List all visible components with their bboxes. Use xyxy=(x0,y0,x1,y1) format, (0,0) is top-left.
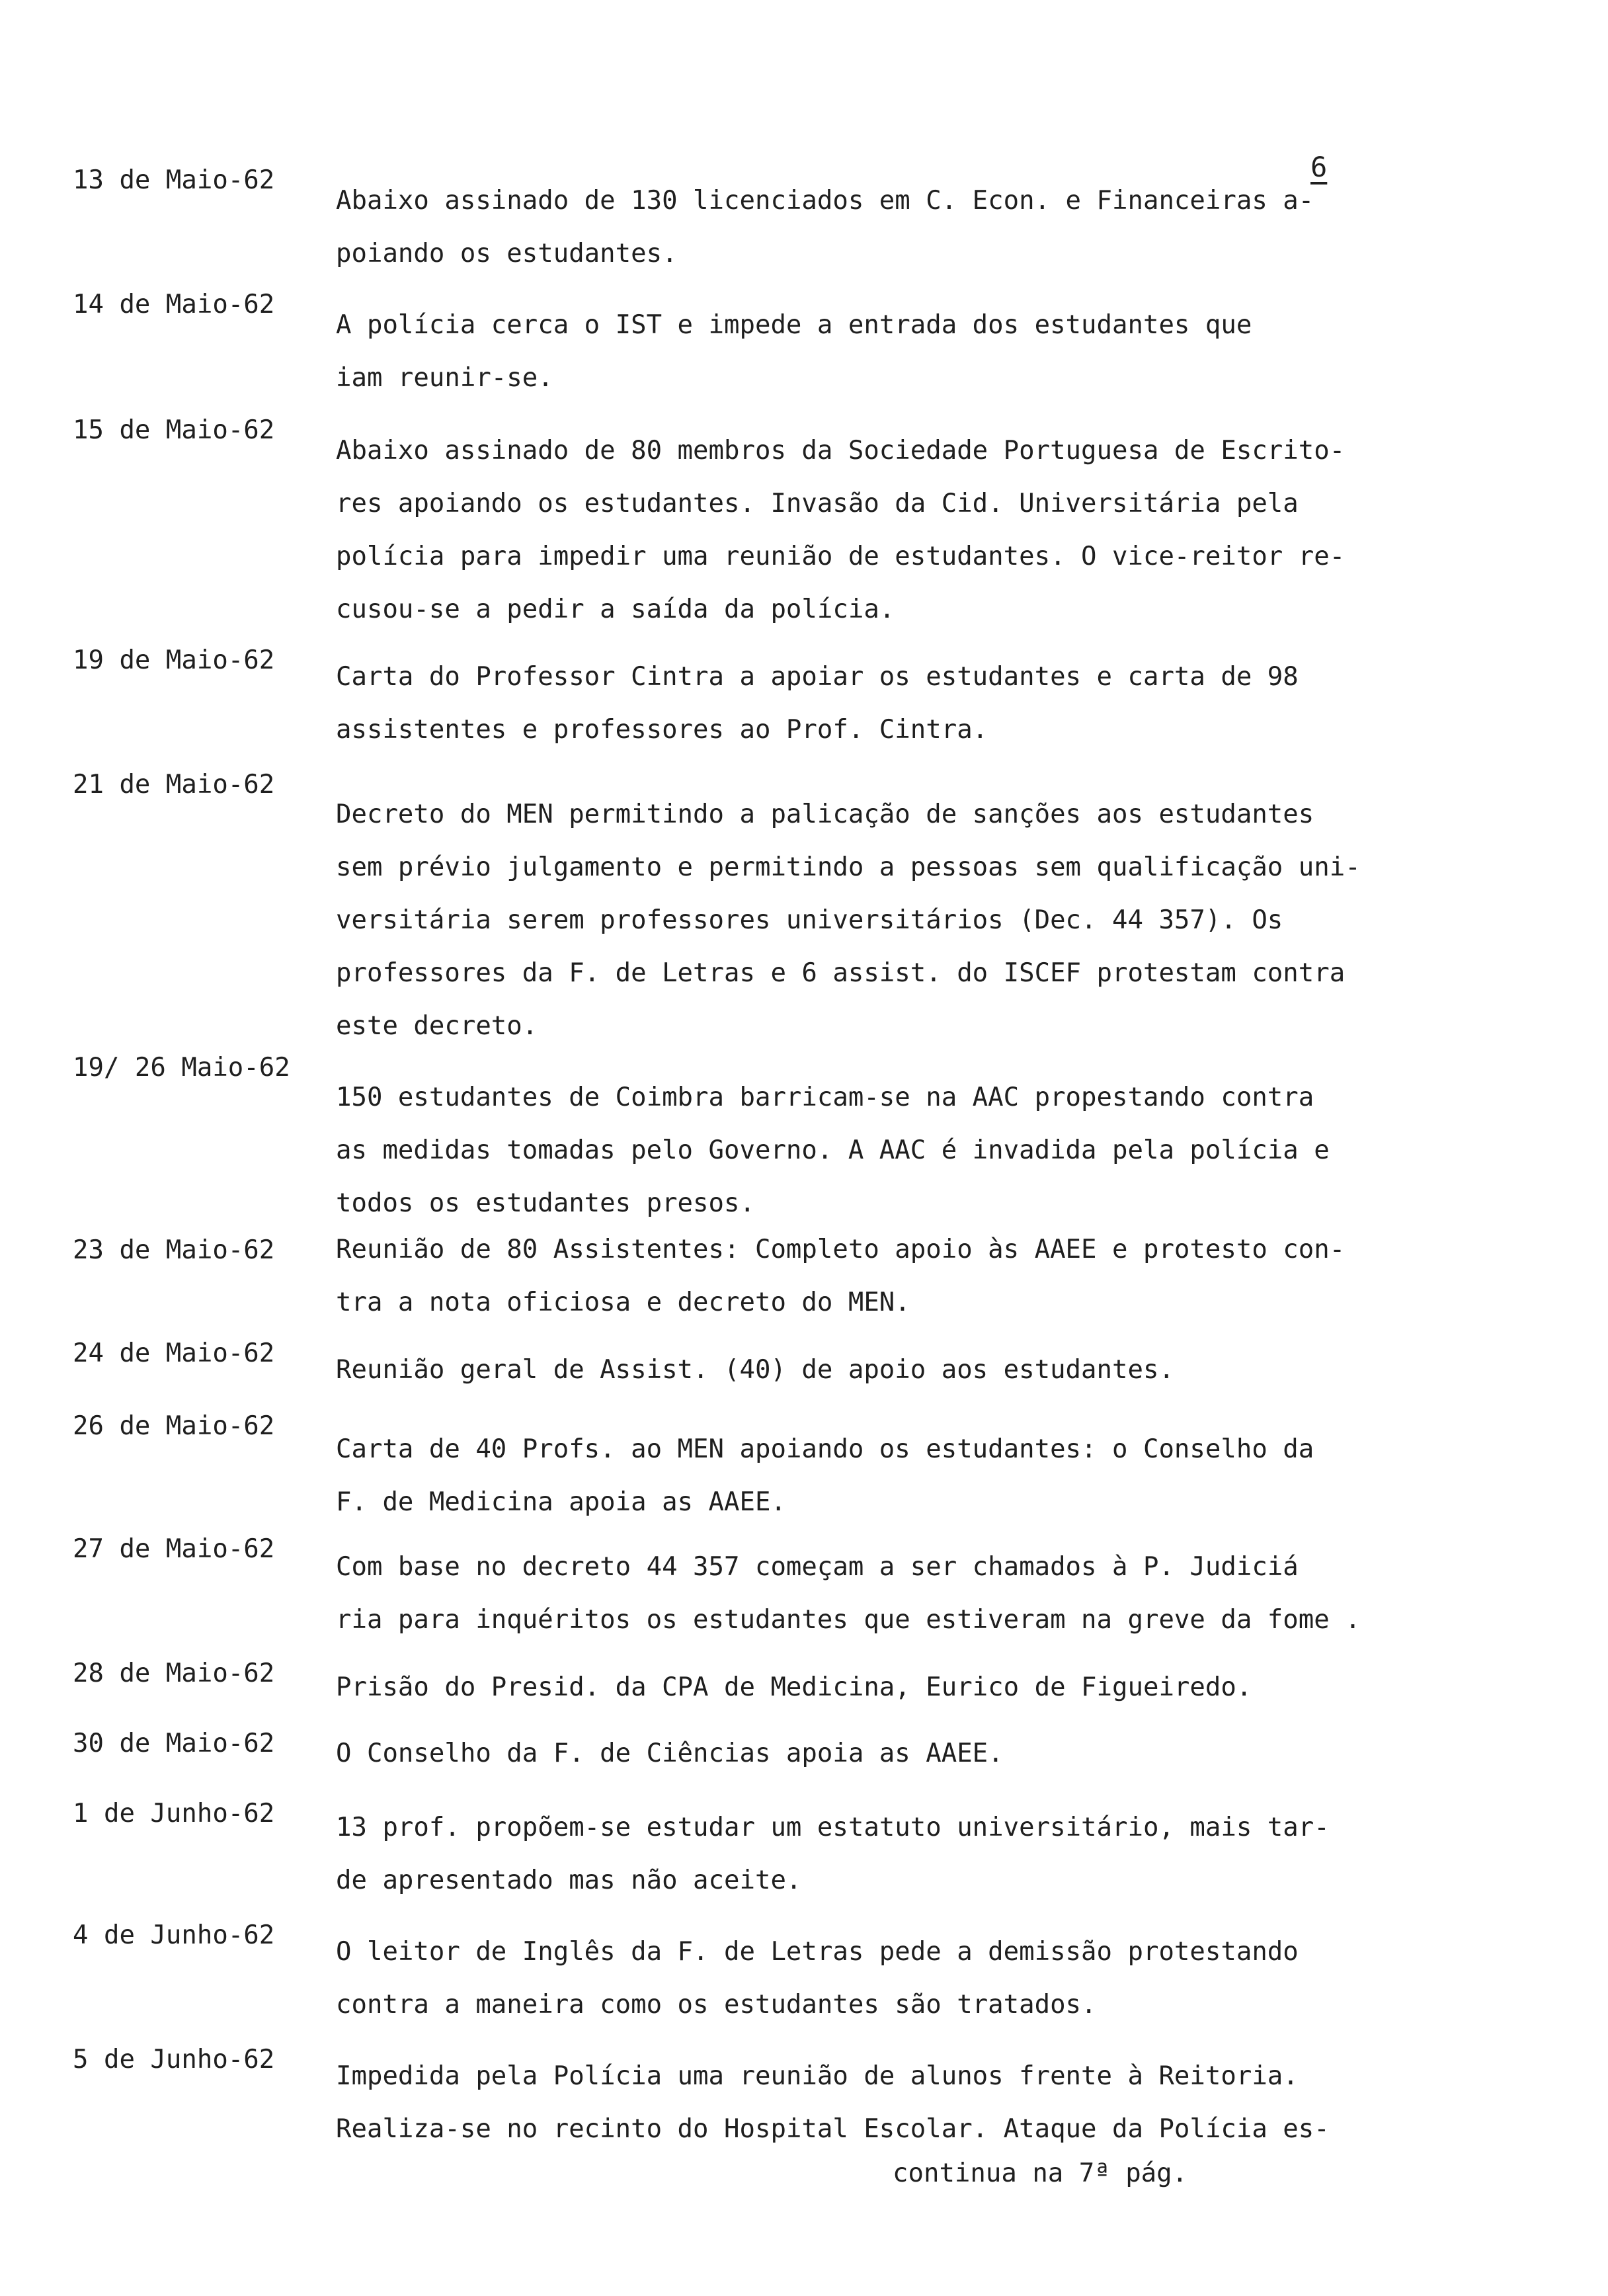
entry-text-line: A polícia cerca o IST e impede a entrada dos estudantes que xyxy=(336,310,1252,340)
entry-text-line: professores da F. de Letras e 6 assist. do ISCEF protestam contra xyxy=(336,958,1346,988)
entry-text xyxy=(336,1661,1433,1714)
entry-text xyxy=(336,1926,1433,2031)
entry-text xyxy=(336,1344,1433,1397)
entry-text-line: F. de Medicina apoia as AAEE. xyxy=(336,1487,786,1517)
entry-text-line: iam reunir-se. xyxy=(336,363,553,393)
entry-text-line: contra a maneira como os estudantes são tratados. xyxy=(336,1990,1097,2020)
entry-date: 4 de Junho-62 xyxy=(73,1920,275,1950)
entry-text-line: Carta de 40 Profs. ao MEN apoiando os estudantes: o Conselho da xyxy=(336,1434,1314,1464)
entry-text xyxy=(336,651,1433,757)
entry-text xyxy=(336,425,1433,636)
entry-date: 19/ 26 Maio-62 xyxy=(73,1053,290,1083)
entry-text-line: Prisão do Presid. da CPA de Medicina, Eurico de Figueiredo. xyxy=(336,1672,1252,1702)
entry-text-line: O Conselho da F. de Ciências apoia as AAEE. xyxy=(336,1739,1004,1768)
entry-text-line: Abaixo assinado de 130 licenciados em C. Econ. e Financeiras a- xyxy=(336,186,1314,216)
page-number: 6 xyxy=(1310,151,1328,183)
entry-text xyxy=(336,299,1433,405)
entry-date: 28 de Maio-62 xyxy=(73,1659,275,1688)
entry-text-line: Impedida pela Polícia uma reunião de alunos frente à Reitoria. xyxy=(336,2061,1299,2091)
entry-text-line: res apoiando os estudantes. Invasão da Cid. Universitária pela xyxy=(336,489,1299,518)
entry-text-line: Realiza-se no recinto do Hospital Escolar. Ataque da Polícia es- xyxy=(336,2114,1330,2144)
entry-text xyxy=(336,788,1433,1053)
entry-date: 15 de Maio-62 xyxy=(73,415,275,445)
entry-text-line: 13 prof. propõem-se estudar um estatuto universitário, mais tar- xyxy=(336,1813,1330,1842)
entry-text-line: poiando os estudantes. xyxy=(336,239,678,268)
entry-text xyxy=(336,2050,1433,2156)
entry-text-line: este decreto. xyxy=(336,1011,538,1041)
entry-text-line: polícia para impedir uma reunião de estudantes. O vice-reitor re- xyxy=(336,542,1346,571)
entry-date: 14 de Maio-62 xyxy=(73,290,275,319)
entry-text xyxy=(336,175,1433,280)
entry-date: 1 de Junho-62 xyxy=(73,1799,275,1828)
entry-date: 30 de Maio-62 xyxy=(73,1729,275,1758)
entry-text xyxy=(336,1541,1433,1647)
entry-text xyxy=(336,1801,1433,1907)
entry-date: 19 de Maio-62 xyxy=(73,645,275,675)
entry-date: 24 de Maio-62 xyxy=(73,1338,275,1368)
entry-text-line: Abaixo assinado de 80 membros da Sociedade Portuguesa de Escrito- xyxy=(336,436,1346,466)
entry-text-line: Com base no decreto 44 357 começam a ser chamados à P. Judiciá xyxy=(336,1552,1299,1582)
entry-text-line: Carta do Professor Cintra a apoiar os estudantes e carta de 98 xyxy=(336,662,1299,692)
entry-date: 23 de Maio-62 xyxy=(73,1235,275,1265)
entry-text-line: sem prévio julgamento e permitindo a pessoas sem qualificação uni- xyxy=(336,852,1361,882)
entry-text xyxy=(336,1423,1433,1529)
entry-date: 26 de Maio-62 xyxy=(73,1411,275,1441)
entry-text-line: ria para inquéritos os estudantes que estiveram na greve da fome . xyxy=(336,1605,1361,1635)
entry-text-line: Reunião geral de Assist. (40) de apoio aos estudantes. xyxy=(336,1355,1174,1385)
entry-text xyxy=(336,1727,1433,1780)
entry-text-line: tra a nota oficiosa e decreto do MEN. xyxy=(336,1288,910,1317)
entry-text-line: assistentes e professores ao Prof. Cintra. xyxy=(336,715,988,745)
entry-text-line: O leitor de Inglês da F. de Letras pede a demissão protestando xyxy=(336,1937,1299,1967)
entry-date: 27 de Maio-62 xyxy=(73,1534,275,1564)
entry-text-line: Decreto do MEN permitindo a palicação de sanções aos estudantes xyxy=(336,800,1314,829)
entry-text xyxy=(336,1223,1433,1329)
entry-text-line: cusou-se a pedir a saída da polícia. xyxy=(336,594,895,624)
continuation-note: continua na 7ª pág. xyxy=(893,2158,1188,2188)
entry-text-line: Reunião de 80 Assistentes: Completo apoio às AAEE e protesto con- xyxy=(336,1235,1346,1264)
entry-text-line: versitária serem professores universitários (Dec. 44 357). Os xyxy=(336,905,1283,935)
entry-text-line: 150 estudantes de Coimbra barricam-se na AAC propestando contra xyxy=(336,1083,1314,1112)
entry-text-line: de apresentado mas não aceite. xyxy=(336,1866,802,1895)
entry-date: 21 de Maio-62 xyxy=(73,770,275,800)
entry-text xyxy=(336,1071,1433,1230)
entry-date: 13 de Maio-62 xyxy=(73,165,275,195)
entry-date: 5 de Junho-62 xyxy=(73,2045,275,2074)
entry-text-line: todos os estudantes presos. xyxy=(336,1188,755,1218)
entry-text-line: as medidas tomadas pelo Governo. A AAC é invadida pela polícia e xyxy=(336,1135,1330,1165)
